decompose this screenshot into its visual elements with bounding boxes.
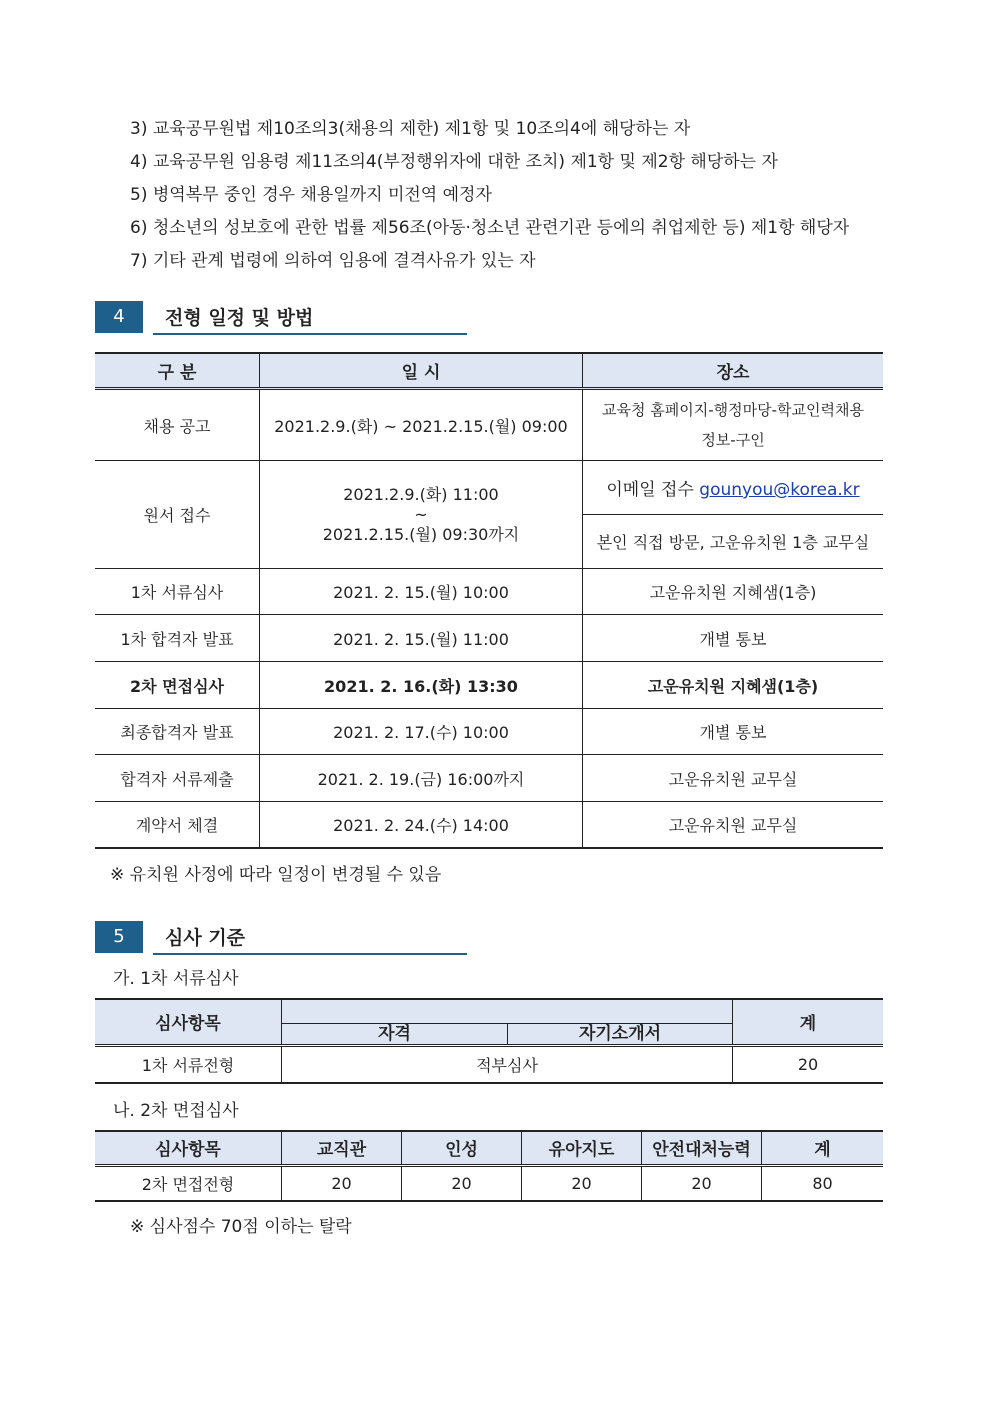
row-place-visit: 본인 직접 방문, 고운유치원 1층 교무실 [583,515,884,569]
row-place: 개별 통보 [583,709,884,755]
header-item: 심사항목 [95,1131,282,1165]
table-row [95,662,883,709]
section-title: 전형 일정 및 방법 [165,307,314,329]
header-item: 심사항목 [95,999,282,1045]
row-total: 20 [733,1045,884,1083]
row-label: 계약서 체결 [95,802,260,848]
subsection-title: 나. 2차 면접심사 [113,1101,239,1121]
row-value: 적부심사 [282,1045,733,1083]
row-date: 2021. 2. 17.(수) 10:00 [260,709,583,755]
row-place: 고운유치원 지혜샘(1층) [583,569,884,615]
email-link[interactable]: gounyou@korea.kr [699,480,860,500]
row-place: 고운유치원 지혜샘(1층) [583,662,884,709]
date-start: 2021.2.9.(화) 11:00 [343,484,499,504]
header-category: 구 분 [95,353,260,389]
row-place: 개별 통보 [583,615,884,662]
table-header-row [95,999,883,1023]
row-date: 2021. 2. 16.(화) 13:30 [260,662,583,709]
table-header-row [95,353,883,389]
table-row [95,1165,883,1201]
row-label: 합격자 서류제출 [95,755,260,802]
row-cell: 20 [402,1165,522,1201]
row-cell: 80 [762,1165,884,1201]
row-place: 고운유치원 교무실 [583,755,884,802]
header-qualification: 자격 [282,1023,508,1045]
header-datetime: 일 시 [260,353,583,389]
table-row [95,755,883,802]
subsection-title: 가. 1차 서류심사 [113,969,239,989]
row-date: 2021. 2. 24.(수) 14:00 [260,802,583,848]
row-label: 1차 서류심사 [95,569,260,615]
row-label: 원서 접수 [95,461,260,569]
table-header-row [95,1131,883,1165]
header-teaching: 교직관 [282,1131,402,1165]
date-end: 2021.2.15.(월) 09:30까지 [322,524,520,544]
header-blank [282,999,733,1023]
place-line: 교육청 홈페이지-행정마당-학교인력채용 [602,401,864,419]
section-underline [153,333,467,335]
list-item: 5) 병역복무 중인 경우 채용일까지 미전역 예정자 [130,185,492,205]
row-date [260,461,583,569]
row-label: 2차 면접심사 [95,662,260,709]
schedule-table [95,352,883,849]
row-date: 2021. 2. 15.(월) 11:00 [260,615,583,662]
row-label: 1차 합격자 발표 [95,615,260,662]
header-self-intro: 자기소개서 [508,1023,733,1045]
disqualification-list [130,113,849,278]
header-place: 장소 [583,353,884,389]
section-underline [153,953,467,955]
table-row [95,802,883,848]
email-label: 이메일 접수 [606,480,694,500]
row-place [583,389,884,461]
row-cell: 20 [642,1165,762,1201]
header-guidance: 유아지도 [522,1131,642,1165]
row-date: 2021. 2. 15.(월) 10:00 [260,569,583,615]
table-row [95,709,883,755]
table-row [95,615,883,662]
document-screening-table [95,998,883,1084]
row-label: 최종합격자 발표 [95,709,260,755]
table-row [95,461,883,515]
list-item: 4) 교육공무원 임용령 제11조의4(부정행위자에 대한 조치) 제1항 및 제2항 해당하는 자 [130,152,778,172]
header-total: 계 [733,999,884,1045]
row-date: 2021. 2. 19.(금) 16:00까지 [260,755,583,802]
list-item: 7) 기타 관계 법령에 의하여 임용에 결격사유가 있는 자 [130,251,536,271]
criteria-note: ※ 심사점수 70점 이하는 탈락 [130,1217,352,1237]
schedule-note: ※ 유치원 사정에 따라 일정이 변경될 수 있음 [110,865,442,885]
table-row [95,1045,883,1083]
row-place-email [583,461,884,515]
list-item: 6) 청소년의 성보호에 관한 법률 제56조(아동·청소년 관련기관 등에의 취업제한 등) 제1항 해당자 [130,218,850,238]
header-character: 인성 [402,1131,522,1165]
row-cell: 20 [522,1165,642,1201]
row-label: 1차 서류전형 [95,1045,282,1083]
interview-table [95,1130,883,1202]
row-label: 2차 면접전형 [95,1165,282,1201]
date-tilde: ~ [414,504,428,524]
place-line: 정보-구인 [701,431,765,449]
table-row [95,569,883,615]
row-label: 채용 공고 [95,389,260,461]
row-cell: 20 [282,1165,402,1201]
section-title: 심사 기준 [165,927,246,949]
list-item: 3) 교육공무원법 제10조의3(채용의 제한) 제1항 및 10조의4에 해당하는 자 [130,119,691,139]
table-row [95,389,883,461]
header-safety: 안전대처능력 [642,1131,762,1165]
row-place: 고운유치원 교무실 [583,802,884,848]
section-number: 4 [95,301,143,333]
row-date: 2021.2.9.(화) ~ 2021.2.15.(월) 09:00 [260,389,583,461]
header-total: 계 [762,1131,884,1165]
section-number: 5 [95,921,143,953]
